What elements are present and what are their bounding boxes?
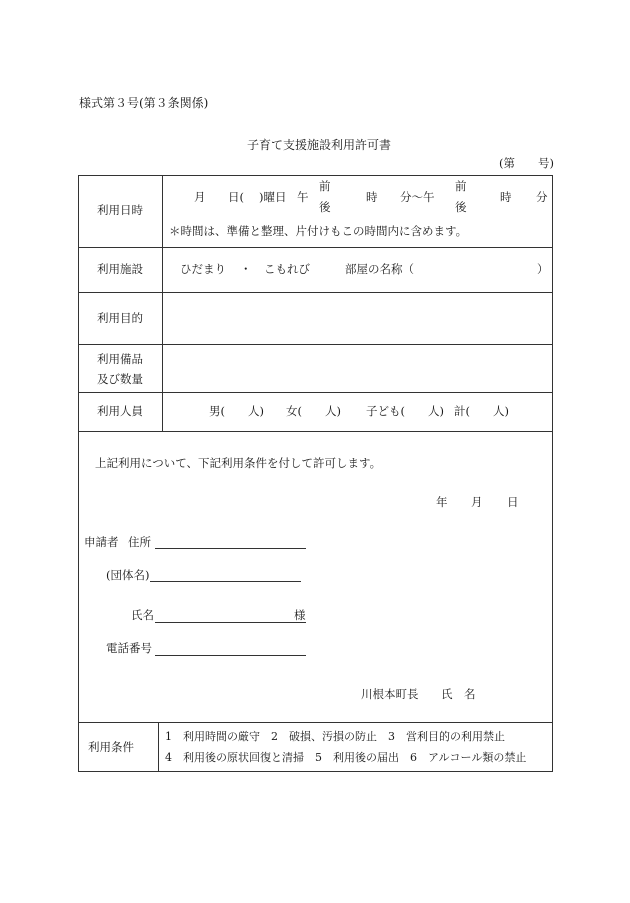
am-option: 前 (319, 179, 331, 193)
phone-field-line (155, 655, 306, 656)
minute-to-ampm: 分〜午 (400, 190, 435, 204)
row-divider (78, 722, 553, 723)
facility-option-hidamari: ひだまり (180, 262, 226, 276)
permit-number: (第 号) (499, 156, 554, 170)
conditions-line-1: 1 利用時間の厳守 2 破損、汚損の防止 3 営利目的の利用禁止 (165, 730, 505, 743)
date-day-unit: 日 (507, 495, 519, 509)
table-border-bottom (78, 771, 553, 772)
date-year-unit: 年 (436, 495, 448, 509)
permission-statement: 上記利用について、下記利用条件を付して許可します。 (95, 456, 382, 470)
group-name-label: (団体名) (106, 568, 150, 582)
hour-unit: 時 (366, 190, 378, 204)
facility-separator: ・ (240, 262, 252, 276)
facility-option-komorebi: こもれび (264, 262, 310, 276)
facility-label: 利用施設 (97, 262, 143, 276)
row-divider (78, 247, 553, 248)
day-unit: 日( (228, 190, 244, 204)
table-border-right (552, 175, 553, 771)
weekday-unit: )曜日 (259, 190, 287, 204)
date-month-unit: 月 (471, 495, 483, 509)
row-divider (78, 431, 553, 432)
name-field-line (155, 622, 306, 623)
date-time-label: 利用日時 (97, 203, 143, 217)
minute-unit: 分 (536, 190, 548, 204)
row-divider (78, 292, 553, 293)
total-count: 計( 人) (454, 404, 509, 418)
issuer-name-label: 氏 名 (441, 687, 476, 701)
pm-option: 後 (319, 200, 331, 214)
conditions-line-2: 4 利用後の原状回復と清掃 5 利用後の届出 6 アルコール類の禁止 (165, 751, 527, 764)
female-count: 女( 人) (286, 404, 341, 418)
row-divider (78, 392, 553, 393)
issuer-title: 川根本町長 (361, 687, 419, 701)
table-border-left (78, 175, 79, 771)
honorific-sama: 様 (294, 608, 306, 622)
label-column-divider (162, 175, 163, 431)
room-name-label: 部屋の名称（ (345, 262, 414, 276)
month-unit: 月 (194, 190, 206, 204)
ampm-prefix: 午 (297, 190, 309, 204)
people-label: 利用人員 (97, 404, 143, 418)
time-note: ＊時間は、準備と整理、片付けもこの時間内に含めます。 (169, 224, 468, 238)
row-divider (78, 344, 553, 345)
pm-option: 後 (455, 200, 467, 214)
equipment-label-line1: 利用備品 (97, 352, 143, 366)
conditions-label: 利用条件 (88, 740, 134, 754)
applicant-label: 申請者 (84, 535, 119, 549)
address-field-line (155, 548, 306, 549)
phone-label: 電話番号 (106, 641, 152, 655)
hour-unit: 時 (500, 190, 512, 204)
label-column-divider (158, 722, 159, 771)
table-border-top (78, 175, 553, 176)
male-count: 男( 人) (209, 404, 264, 418)
purpose-label: 利用目的 (97, 311, 143, 325)
children-count: 子ども( 人) (366, 404, 444, 418)
document-title: 子育て支援施設利用許可書 (247, 138, 392, 152)
room-name-close: ） (537, 262, 549, 276)
am-option: 前 (455, 179, 467, 193)
group-name-field-line (150, 581, 301, 582)
equipment-label-line2: 及び数量 (97, 372, 143, 386)
name-label: 氏名 (131, 608, 154, 622)
form-reference: 様式第３号(第３条関係) (79, 96, 209, 110)
address-label: 住所 (128, 535, 151, 549)
